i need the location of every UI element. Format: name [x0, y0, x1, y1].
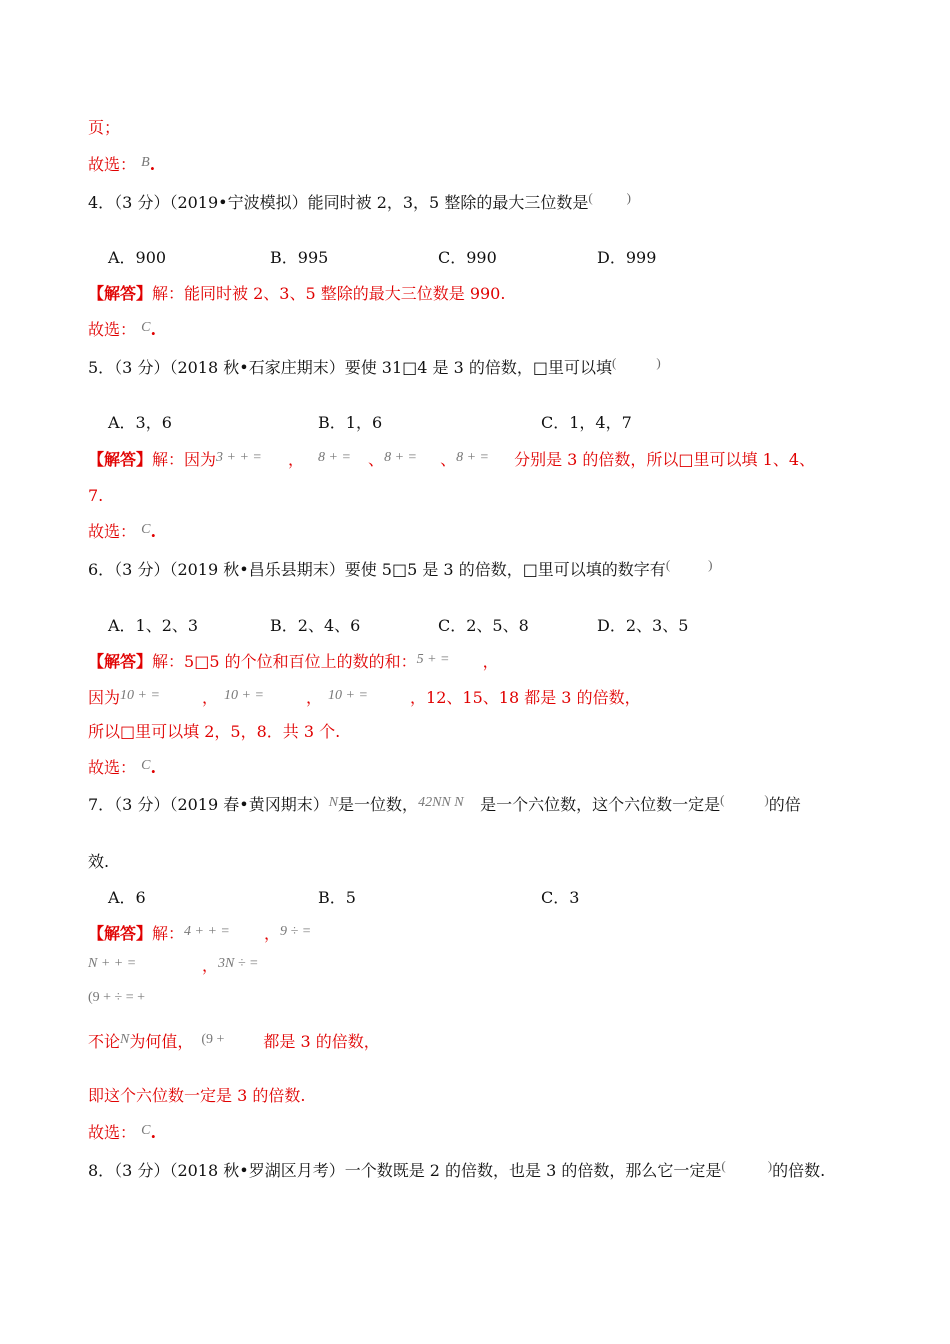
q6-option-a: A．1、2、3 [108, 616, 199, 635]
solution-tag: 【解答】 [88, 652, 153, 671]
q7-option-a: A．6 [108, 888, 146, 907]
solution-tag: 【解答】 [88, 450, 153, 469]
q5-option-c: C．1，4，7 [541, 413, 632, 432]
q4-solution: 【解答】解：能同时被 2、3、5 整除的最大三位数是 990. [88, 284, 506, 303]
q7-solution-line1: 【解答】解：4 + + = ，9 ÷ = [88, 924, 312, 943]
q4-answer: 故选： C. [88, 320, 157, 339]
q6-option-c: C．2、5、8 [438, 616, 529, 635]
q6-answer: 故选： C. [88, 758, 157, 777]
answer-letter: C [141, 758, 151, 773]
q6-option-d: D．2、3、5 [597, 616, 689, 635]
q4-option-b: B．995 [270, 248, 329, 267]
answer-letter: C [141, 522, 151, 537]
q6-solution-line2: 因为10 + = ， 10 + = ， 10 + = ，12、15、18 都是 3 的倍数， [88, 688, 641, 707]
q6-solution-line3: 所以□里可以填 2，5，8．共 3 个. [88, 722, 341, 741]
q7-stem: 7．（3 分）（2019 春•黄冈期末）N是一位数，42NN N 是一个六位数，这个六位数一定是( )的倍 [88, 792, 801, 814]
answer-letter: C [141, 320, 151, 335]
q3-continuation: 页； [88, 118, 121, 137]
q4-stem: 4．（3 分）（2019•宁波模拟）能同时被 2，3，5 整除的最大三位数是( ) [88, 190, 632, 212]
q7-option-c: C．3 [541, 888, 580, 907]
q3-answer: 故选： B. [88, 155, 156, 174]
answer-letter: B [141, 155, 150, 170]
q6-option-b: B．2、4、6 [270, 616, 361, 635]
q6-solution-line1: 【解答】解：5□5 的个位和百位上的数的和：5 + = ， [88, 652, 499, 671]
answer-letter: C [141, 1123, 151, 1138]
q5-solution-line2: 7. [88, 486, 104, 505]
q7-solution-line2: N + + = ，3N ÷ = [88, 956, 259, 975]
q5-option-b: B．1，6 [318, 413, 383, 432]
q6-stem: 6．（3 分）（2019 秋•昌乐县期末）要使 5□5 是 3 的倍数，□里可以填的数字有( ) [88, 557, 713, 579]
q4-option-c: C．990 [438, 248, 497, 267]
q5-answer: 故选： C. [88, 522, 157, 541]
q4-option-a: A．900 [108, 248, 167, 267]
q5-stem: 5．（3 分）（2018 秋•石家庄期末）要使 31□4 是 3 的倍数，□里可以填( ) [88, 355, 661, 377]
q7-option-b: B．5 [318, 888, 356, 907]
solution-tag: 【解答】 [88, 924, 153, 943]
q8-stem: 8．（3 分）（2018 秋•罗湖区月考）一个数既是 2 的倍数，也是 3 的倍数，那么它一定是( )的倍数. [88, 1158, 826, 1180]
q5-solution: 【解答】解：因为3 + + = ， 8 + = 、8 + = 、8 + = 分别是 3 的倍数，所以□里可以填 1、4、 [88, 450, 815, 469]
q7-solution-line5: 即这个六位数一定是 3 的倍数. [88, 1086, 306, 1105]
q7-solution-line3: (9 + ÷ = + [88, 990, 146, 1005]
q7-solution-line4: 不论N为何值， (9 + 都是 3 的倍数， [88, 1032, 380, 1051]
q7-answer: 故选： C. [88, 1123, 157, 1142]
q7-stem-line2: 效. [88, 852, 110, 871]
q5-option-a: A．3，6 [108, 413, 172, 432]
solution-tag: 【解答】 [88, 284, 153, 303]
q4-option-d: D．999 [597, 248, 657, 267]
